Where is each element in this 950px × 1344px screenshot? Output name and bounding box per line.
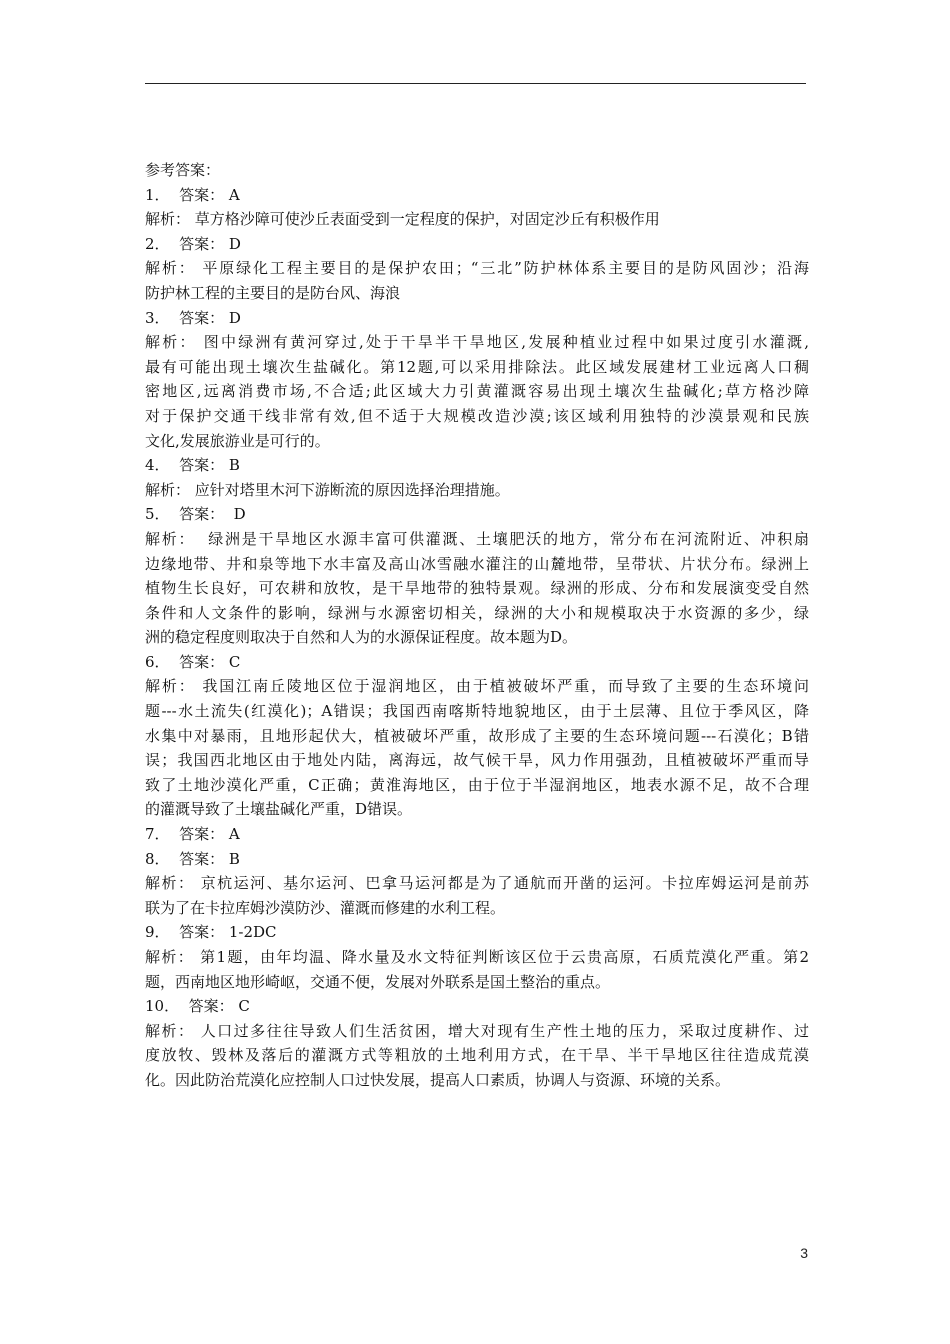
text-line: 解析： 京杭运河、基尔运河、巴拿马运河都是为了通航而开凿的运河。卡拉库姆运河是前苏 [145,874,809,893]
text-line: 9． 答案： 1-2DC [145,923,277,942]
text-line: 防护林工程的主要目的是防台风、海浪 [145,283,401,302]
text-line: 5． 答案： D [145,505,246,524]
text-line: 4． 答案： B [145,456,240,475]
text-line: 10． 答案： C [145,997,250,1016]
text-line: 3． 答案： D [145,308,241,327]
text-line: 2． 答案： D [145,234,241,253]
text-line: 植物生长良好，可农耕和放牧，是干旱地带的独特景观。绿洲的形成、分布和发展演变受自然 [145,579,809,598]
text-line: 解析： 我国江南丘陵地区位于湿润地区，由于植被破坏严重，而导致了主要的生态环境问 [145,677,809,696]
text-line: 题---水土流失(红漠化)；A错误；我国西南喀斯特地貌地区，由于土层薄、且位于季风区，降 [145,702,809,721]
text-line: 解析： 草方格沙障可使沙丘表面受到一定程度的保护，对固定沙丘有积极作用 [145,210,660,229]
text-line: 条件和人文条件的影响，绿洲与水源密切相关，绿洲的大小和规模取决于水资源的多少，绿 [145,603,809,622]
text-line: 解析： 绿洲是干旱地区水源丰富可供灌溉、土壤肥沃的地方，常分布在河流附近、冲积扇 [145,529,809,548]
text-line: 水集中对暴雨，且地形起伏大，植被破坏严重，故形成了主要的生态环境问题---石漠化；B错 [145,726,809,745]
text-line: 度放牧、毁林及落后的灌溉方式等粗放的土地利用方式，在干旱、半干旱地区往往造成荒漠 [145,1046,809,1065]
text-line: 密地区,远离消费市场,不合适;此区域大力引黄灌溉容易出现土壤次生盐碱化;草方格沙障 [145,382,809,401]
text-line: 误；我国西北地区由于地处内陆，离海远，故气候干旱，风力作用强劲，且植被破坏严重而导 [145,751,809,770]
text-line: 洲的稳定程度则取决于自然和人为的水源保证程度。故本题为D。 [145,628,578,647]
text-line: 解析： 平原绿化工程主要目的是保护农田；“三北”防护林体系主要目的是防风固沙；沿海 [145,259,809,278]
answer-lines [145,183,809,1093]
text-line: 的灌溉导致了土壤盐碱化严重，D错误。 [145,800,413,819]
text-line: 解析： 人口过多往往导致人们生活贫困，增大对现有生产性土地的压力，采取过度耕作、过 [145,1021,809,1040]
section-heading: 参考答案： [145,161,221,179]
text-line: 6． 答案： C [145,652,241,671]
header-rule [145,83,806,84]
text-line: 8． 答案： B [145,849,240,868]
text-line: 对于保护交通干线非常有效,但不适于大规模改造沙漠;该区域利用独特的沙漠景观和民族 [145,406,809,425]
text-line: 解析： 第1题，由年均温、降水量及水文特征判断该区位于云贵高原，石质荒漠化严重。第2 [145,948,809,966]
text-line: 化。因此防治荒漠化应控制人口过快发展，提高人口素质，协调人与资源、环境的关系。 [145,1070,731,1089]
page-number: 3 [800,1245,808,1261]
text-line: 题，西南地区地形崎岖，交通不便，发展对外联系是国土整治的重点。 [145,972,611,991]
text-line: 解析： 应针对塔里木河下游断流的原因选择治理措施。 [145,480,510,499]
text-line: 边缘地带、井和泉等地下水丰富及高山冰雪融水灌注的山麓地带，呈带状、片状分布。绿洲上 [145,554,809,573]
text-line: 解析： 图中绿洲有黄河穿过,处于干旱半干旱地区,发展种植业过程中如果过度引水灌溉, [145,333,809,352]
answer-content [145,158,809,1093]
text-line: 致了土地沙漠化严重，C正确；黄淮海地区，由于位于半湿润地区，地表水源不足，故不合理 [145,775,809,794]
text-line: 最有可能出现土壤次生盐碱化。第12题,可以采用排除法。此区域发展建材工业远离人口稠 [145,357,809,376]
text-line: 1． 答案： A [145,185,240,204]
text-line: 7． 答案： A [145,825,240,844]
text-line: 联为了在卡拉库姆沙漠防沙、灌溉而修建的水利工程。 [145,898,506,917]
text-line: 文化,发展旅游业是可行的。 [145,431,330,450]
